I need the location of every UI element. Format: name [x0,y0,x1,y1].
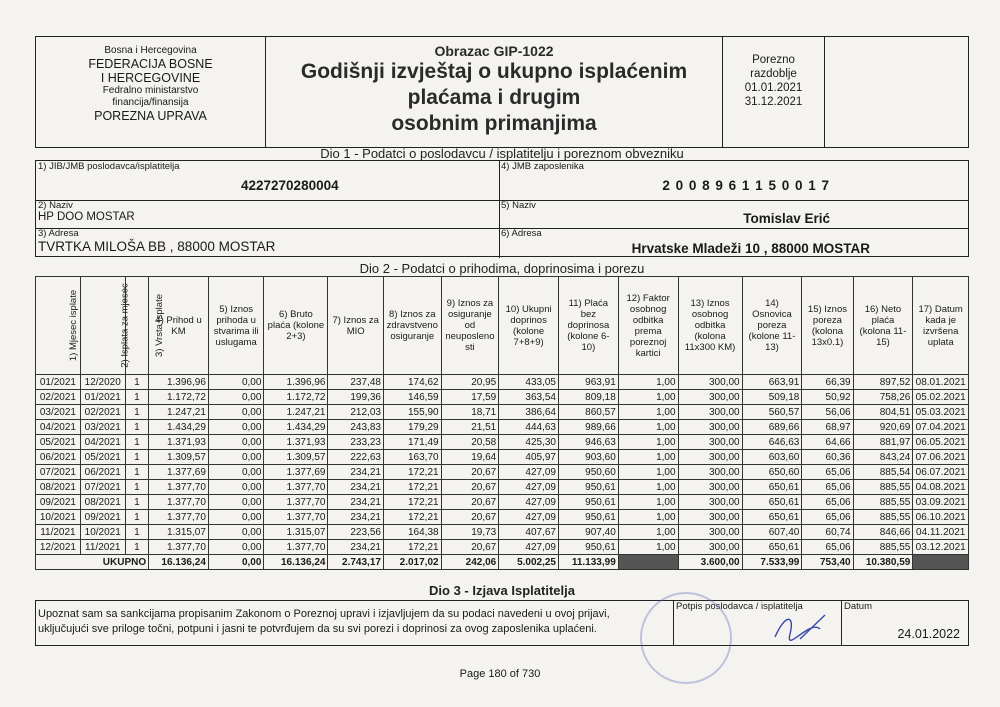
column-header [36,277,81,375]
table-cell: 1 [125,375,148,390]
table-cell: 1 [125,405,148,420]
table-cell: 300,00 [678,525,742,540]
table-cell: 05/2021 [80,450,125,465]
totals-cell: 16.136,24 [149,555,209,570]
table-cell: 21,51 [441,420,499,435]
totals-cell: 2.743,17 [328,555,384,570]
employee-name-value: Tomislav Erić [743,211,830,226]
totals-cell: 5.002,25 [499,555,559,570]
table-cell: 946,63 [559,435,619,450]
table-cell: 300,00 [678,510,742,525]
table-cell: 60,74 [802,525,853,540]
table-cell: 18,71 [441,405,499,420]
table-cell: 01/2021 [36,375,81,390]
jmb-value: 2 0 0 8 9 6 1 1 5 0 0 1 7 [662,178,830,193]
table-cell: 56,06 [802,405,853,420]
table-cell: 64,66 [802,435,853,450]
employer-name-value: HP DOO MOSTAR [38,211,135,223]
table-cell: 444,63 [499,420,559,435]
table-cell: 163,70 [383,450,441,465]
table-cell: 1.371,93 [149,435,209,450]
table-cell: 1,00 [618,510,678,525]
signature-label: Potpis poslodavca / isplatitelja [676,601,803,612]
table-cell: 903,60 [559,450,619,465]
table-cell: 1 [125,420,148,435]
table-cell: 146,59 [383,390,441,405]
table-cell: 1.377,69 [149,465,209,480]
table-cell: 233,23 [328,435,384,450]
table-cell: 300,00 [678,480,742,495]
table-row [36,540,969,555]
table-cell: 171,49 [383,435,441,450]
table-cell: 885,55 [853,480,913,495]
section-3-title: Dio 3 - Izjava Isplatitelja [429,583,575,598]
employee-address-value: Hrvatske Mladeži 10 , 88000 MOSTAR [631,241,870,256]
statement-line: uključujući sve priloge točni, potpuni i jasni te potvrđujem da su svi porezi i doprinosi za ovog zaposlenika uplaćeni. [38,623,597,635]
table-row [36,405,969,420]
table-cell: 843,24 [853,450,913,465]
table-cell: 1 [125,480,148,495]
table-row [36,450,969,465]
table-cell: 172,21 [383,465,441,480]
table-cell: 885,55 [853,540,913,555]
table-cell: 08.01.2021 [913,375,969,390]
table-cell: 1 [125,495,148,510]
table-cell: 1.377,70 [149,510,209,525]
table-cell: 509,18 [742,390,802,405]
table-cell: 172,21 [383,480,441,495]
table-row [36,495,969,510]
table-cell: 1.309,57 [149,450,209,465]
column-header: 8) Iznos za zdravstveno osiguranje [383,277,441,375]
table-cell: 881,97 [853,435,913,450]
column-header-label: 3) Vrsta isplate [153,293,165,358]
table-cell: 1.377,70 [149,495,209,510]
table-cell: 03/2021 [36,405,81,420]
table-cell: 1,00 [618,525,678,540]
column-header: 13) Iznos osobnog odbitka (kolona 11x300 KM) [678,277,742,375]
table-cell: 1.172,72 [149,390,209,405]
column-header: 6) Bruto plaća (kolone 2+3) [264,277,328,375]
table-cell: 179,29 [383,420,441,435]
table-cell: 1,00 [618,495,678,510]
column-header: 4) Prihod u KM [149,277,209,375]
table-cell: 425,30 [499,435,559,450]
table-cell: 172,21 [383,540,441,555]
table-cell: 05.03.2021 [913,405,969,420]
table-cell: 0,00 [208,495,264,510]
table-cell: 199,36 [328,390,384,405]
table-cell: 1.434,29 [264,420,328,435]
totals-cell: 242,06 [441,555,499,570]
table-cell: 174,62 [383,375,441,390]
issuer-block [36,37,266,147]
issuer-line: I HERCEGOVINE [100,71,201,85]
table-header-row [36,277,969,375]
table-cell: 07.04.2021 [913,420,969,435]
table-cell: 234,21 [328,480,384,495]
table-row [36,435,969,450]
statement-line: Upoznat sam sa sankcijama propisanim Zakonom o Poreznoj upravi i izjavljujem da su podaci navedeni u ovoj prijavi, [38,608,610,620]
table-cell: 386,64 [499,405,559,420]
column-header: 16) Neto plaća (kolona 11-15) [853,277,913,375]
table-cell: 560,57 [742,405,802,420]
column-header: 11) Plaća bez doprinosa (kolone 6-10) [559,277,619,375]
table-cell: 1.377,70 [264,510,328,525]
table-cell: 20,67 [441,495,499,510]
table-cell: 07/2021 [36,465,81,480]
table-cell: 20,67 [441,510,499,525]
table-cell: 50,92 [802,390,853,405]
table-cell: 1.377,70 [264,540,328,555]
table-cell: 907,40 [559,525,619,540]
table-cell: 650,61 [742,540,802,555]
totals-cell: 7.533,99 [742,555,802,570]
table-cell: 03.12.2021 [913,540,969,555]
table-cell: 1,00 [618,390,678,405]
employer-address-label: 3) Adresa [38,228,79,239]
table-cell: 300,00 [678,435,742,450]
table-cell: 20,95 [441,375,499,390]
table-cell: 1 [125,450,148,465]
table-cell: 1.434,29 [149,420,209,435]
table-cell: 172,21 [383,495,441,510]
column-header: 14) Osnovica poreza (kolone 11-13) [742,277,802,375]
table-cell: 1 [125,435,148,450]
column-header-label: 2) Isplata za mjesec [119,283,131,368]
table-cell: 1.371,93 [264,435,328,450]
page-number: Page 180 of 730 [459,668,541,680]
table-cell: 1,00 [618,450,678,465]
employee-address-label: 6) Adresa [501,228,542,239]
table-cell: 03/2021 [80,420,125,435]
totals-cell: 2.017,02 [383,555,441,570]
table-cell: 68,97 [802,420,853,435]
table-cell: 12/2021 [36,540,81,555]
table-cell: 11/2021 [36,525,81,540]
table-cell: 1,00 [618,405,678,420]
table-cell: 19,64 [441,450,499,465]
table-cell: 300,00 [678,390,742,405]
table-cell: 1.247,21 [149,405,209,420]
table-cell: 04/2021 [80,435,125,450]
table-cell: 0,00 [208,480,264,495]
table-cell: 164,38 [383,525,441,540]
table-cell: 10/2021 [36,510,81,525]
table-cell: 04.11.2021 [913,525,969,540]
employer-name-label: 2) Naziv [38,200,73,211]
issuer-line: Bosna i Hercegovina [104,45,197,56]
table-cell: 66,39 [802,375,853,390]
table-cell: 885,54 [853,465,913,480]
table-cell: 989,66 [559,420,619,435]
table-cell: 1,00 [618,465,678,480]
section-2-title: Dio 2 - Podatci o prihodima, doprinosima i porezu [359,261,645,276]
table-cell: 300,00 [678,465,742,480]
totals-cell: 10.380,59 [853,555,913,570]
table-cell: 212,03 [328,405,384,420]
table-row [36,375,969,390]
table-cell: 650,61 [742,480,802,495]
column-header: 15) Iznos poreza (kolona 13x0.1) [802,277,853,375]
table-cell: 155,90 [383,405,441,420]
table-cell: 06/2021 [80,465,125,480]
table-cell: 300,00 [678,420,742,435]
table-cell: 09/2021 [80,510,125,525]
table-cell: 300,00 [678,405,742,420]
table-cell: 897,52 [853,375,913,390]
table-cell: 950,61 [559,540,619,555]
column-header: 5) Iznos prihoda u stvarima ili uslugama [208,277,264,375]
table-cell: 0,00 [208,525,264,540]
table-row [36,510,969,525]
jmb-label: 4) JMB zaposlenika [501,161,584,172]
table-cell: 06.10.2021 [913,510,969,525]
table-cell: 0,00 [208,375,264,390]
table-cell: 65,06 [802,510,853,525]
table-cell: 04.08.2021 [913,480,969,495]
table-cell: 20,58 [441,435,499,450]
table-cell: 06/2021 [36,450,81,465]
table-cell: 65,06 [802,540,853,555]
table-cell: 1,00 [618,435,678,450]
table-cell: 846,66 [853,525,913,540]
table-cell: 1.315,07 [149,525,209,540]
table-cell: 0,00 [208,420,264,435]
table-cell: 963,91 [559,375,619,390]
table-cell: 885,55 [853,510,913,525]
table-cell: 920,69 [853,420,913,435]
table-cell: 646,63 [742,435,802,450]
table-cell: 1.247,21 [264,405,328,420]
form-title-line: plaćama i drugim [407,86,581,109]
table-cell: 65,06 [802,465,853,480]
table-cell: 08/2021 [80,495,125,510]
period-label: Porezno [752,54,795,66]
table-cell: 20,67 [441,480,499,495]
table-cell: 1.377,70 [264,480,328,495]
table-cell: 1,00 [618,375,678,390]
column-header-label: 1) Mjesec isplate [68,289,80,362]
table-cell: 19,73 [441,525,499,540]
totals-cell: 3.600,00 [678,555,742,570]
table-row [36,420,969,435]
table-cell: 172,21 [383,510,441,525]
table-cell: 427,09 [499,465,559,480]
table-cell: 02/2021 [80,405,125,420]
table-cell: 1.172,72 [264,390,328,405]
table-cell: 950,60 [559,465,619,480]
table-cell: 65,06 [802,495,853,510]
income-table [35,276,969,570]
table-cell: 06.07.2021 [913,465,969,480]
table-cell: 407,67 [499,525,559,540]
table-cell: 650,61 [742,510,802,525]
table-cell: 234,21 [328,510,384,525]
table-cell: 0,00 [208,390,264,405]
table-row [36,465,969,480]
table-cell: 0,00 [208,465,264,480]
table-cell: 1.377,70 [149,540,209,555]
table-cell: 222,63 [328,450,384,465]
table-cell: 0,00 [208,510,264,525]
table-cell: 1 [125,540,148,555]
totals-cell [913,555,969,570]
column-header [80,277,131,375]
table-cell: 11/2021 [80,540,125,555]
declaration-section [35,600,969,646]
totals-cell: 16.136,24 [264,555,328,570]
signature-mark [770,609,830,643]
column-header: 10) Ukupni doprinos (kolone 7+8+9) [499,277,559,375]
table-cell: 1 [125,465,148,480]
table-cell: 300,00 [678,450,742,465]
table-cell: 950,61 [559,480,619,495]
table-cell: 809,18 [559,390,619,405]
table-cell: 300,00 [678,495,742,510]
issuer-line: FEDERACIJA BOSNE [88,57,213,71]
table-cell: 1.396,96 [149,375,209,390]
jib-value: 4227270280004 [241,178,339,193]
table-cell: 758,26 [853,390,913,405]
table-cell: 65,06 [802,480,853,495]
issuer-line: Fedralno ministarstvo [102,85,199,96]
employer-address-value: TVRTKA MILOŠA BB , 88000 MOSTAR [38,239,276,254]
date-label: Datum [844,601,872,612]
table-cell: 1 [125,510,148,525]
table-cell: 234,21 [328,540,384,555]
table-cell: 234,21 [328,495,384,510]
table-cell: 60,36 [802,450,853,465]
table-cell: 885,55 [853,495,913,510]
table-cell: 1.309,57 [264,450,328,465]
table-cell: 223,56 [328,525,384,540]
table-cell: 0,00 [208,540,264,555]
issuer-line: financija/finansija [112,97,189,108]
table-cell: 860,57 [559,405,619,420]
table-cell: 427,09 [499,480,559,495]
totals-cell: 753,40 [802,555,853,570]
date-value: 24.01.2022 [897,627,960,641]
table-cell: 237,48 [328,375,384,390]
period-label: razdoblje [750,68,797,80]
column-header: 9) Iznos za osiguranje od neuposleno sti [441,277,499,375]
period-from: 01.01.2021 [744,82,803,94]
table-cell: 20,67 [441,540,499,555]
table-cell: 04/2021 [36,420,81,435]
table-cell: 1 [125,390,148,405]
period-to: 31.12.2021 [744,96,803,108]
column-header: 17) Datum kada je izvršena uplata [913,277,969,375]
table-cell: 689,66 [742,420,802,435]
table-cell: 363,54 [499,390,559,405]
totals-cell: 11.133,99 [559,555,619,570]
table-cell: 300,00 [678,540,742,555]
table-row [36,525,969,540]
table-cell: 607,40 [742,525,802,540]
column-header: 12) Faktor osobnog odbitka prema poreznoj kartici [618,277,678,375]
table-row [36,480,969,495]
table-cell: 650,60 [742,465,802,480]
table-cell: 1,00 [618,420,678,435]
form-title-line: Godišnji izvještaj o ukupno isplaćenim [300,60,688,83]
totals-cell: 0,00 [208,555,264,570]
table-cell: 05/2021 [36,435,81,450]
totals-row [36,555,969,570]
table-cell: 300,00 [678,375,742,390]
totals-label: UKUPNO [36,555,149,570]
table-cell: 1.315,07 [264,525,328,540]
title-block [266,37,723,147]
table-cell: 08/2021 [36,480,81,495]
table-cell: 427,09 [499,510,559,525]
table-cell: 03.09.2021 [913,495,969,510]
table-cell: 950,61 [559,495,619,510]
form-title-line: osobnim primanjima [391,112,597,135]
form-header [35,36,969,148]
table-cell: 17,59 [441,390,499,405]
table-cell: 1.377,70 [149,480,209,495]
table-cell: 427,09 [499,495,559,510]
table-cell: 650,61 [742,495,802,510]
table-cell: 1 [125,525,148,540]
section-1-title: Dio 1 - Podatci o poslodavcu / isplatitelju i poreznom obvezniku [320,146,684,161]
table-cell: 12/2020 [80,375,125,390]
table-cell: 20,67 [441,465,499,480]
table-cell: 1.396,96 [264,375,328,390]
table-cell: 234,21 [328,465,384,480]
table-cell: 06.05.2021 [913,435,969,450]
table-cell: 950,61 [559,510,619,525]
table-cell: 10/2021 [80,525,125,540]
table-cell: 05.02.2021 [913,390,969,405]
form-code: Obrazac GIP-1022 [434,43,554,59]
table-cell: 427,09 [499,540,559,555]
table-cell: 433,05 [499,375,559,390]
tax-period-block [723,37,825,147]
table-cell: 1,00 [618,480,678,495]
totals-cell [618,555,678,570]
issuer-line: POREZNA UPRAVA [94,109,207,123]
table-cell: 0,00 [208,450,264,465]
table-cell: 07.06.2021 [913,450,969,465]
column-header: 7) Iznos za MIO [328,277,384,375]
table-cell: 01/2021 [80,390,125,405]
table-cell: 0,00 [208,405,264,420]
jib-label: 1) JIB/JMB poslodavca/isplatitelja [38,161,180,172]
table-cell: 405,97 [499,450,559,465]
table-row [36,390,969,405]
table-cell: 804,51 [853,405,913,420]
table-cell: 603,60 [742,450,802,465]
employee-name-label: 5) Naziv [501,200,536,211]
table-cell: 0,00 [208,435,264,450]
table-cell: 663,91 [742,375,802,390]
table-cell: 1.377,69 [264,465,328,480]
table-cell: 07/2021 [80,480,125,495]
employer-employee-section [35,160,969,257]
table-cell: 243,83 [328,420,384,435]
table-cell: 02/2021 [36,390,81,405]
table-cell: 1.377,70 [264,495,328,510]
table-cell: 09/2021 [36,495,81,510]
table-cell: 1,00 [618,540,678,555]
